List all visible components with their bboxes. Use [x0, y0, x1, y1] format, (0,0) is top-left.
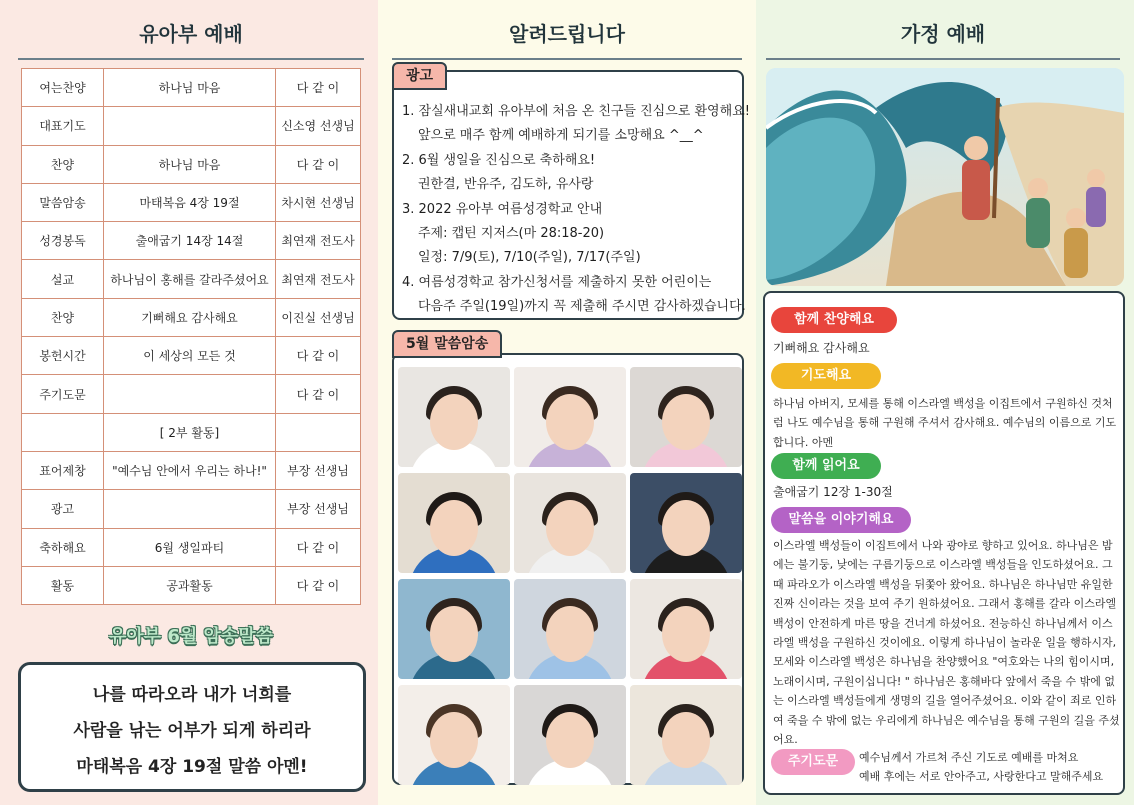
notice-line: 2. 6월 생일을 진심으로 축하해요!	[402, 152, 596, 168]
order-row	[22, 337, 361, 375]
order-row	[22, 298, 361, 336]
photo-box	[392, 353, 744, 785]
order-leader: 다 같 이	[276, 528, 361, 566]
notice-box	[392, 70, 750, 320]
notice-line: 다음주 주일(19일)까지 꼭 제출해 주시면 감사하겠습니다.	[418, 299, 746, 315]
order-row	[22, 107, 361, 145]
child-face	[430, 394, 478, 450]
order-content: "예수님 안에서 우리는 하나!"	[104, 451, 276, 489]
photo-tag: 5월 말씀암송	[392, 330, 502, 358]
order-row	[22, 145, 361, 183]
order-content: 6월 생일파티	[104, 528, 276, 566]
child-face	[546, 712, 594, 768]
order-leader: 차시현 선생님	[276, 183, 361, 221]
order-item: 찬양	[22, 298, 104, 336]
order-item: 설교	[22, 260, 104, 298]
child-photo	[630, 473, 742, 573]
worship-order-table	[21, 68, 361, 605]
order-leader: 다 같 이	[276, 69, 361, 107]
child-face	[430, 712, 478, 768]
order-item: 찬양	[22, 145, 104, 183]
order-item: 여는찬양	[22, 69, 104, 107]
child-face	[662, 500, 710, 556]
notice-line: 권한결, 반유주, 김도하, 유사랑	[418, 177, 594, 193]
notices-title: 알려드립니다	[392, 14, 742, 60]
sing-label: 함께 찬양해요	[771, 307, 897, 333]
order-item: 표어제창	[22, 451, 104, 489]
notice-line: 앞으로 매주 함께 예배하게 되기를 소망해요 ^__^	[418, 128, 704, 144]
notice-line: 주제: 캡틴 지저스(마 28:18-20)	[418, 226, 605, 242]
order-row	[22, 222, 361, 260]
order-leader: 부장 선생님	[276, 451, 361, 489]
notice-line: 일정: 7/9(토), 7/10(주일), 7/17(주일)	[418, 250, 641, 266]
order-item: 활동	[22, 566, 104, 604]
talk-text: 이스라엘 백성들이 이집트에서 나와 광야로 향하고 있어요. 하나님은 밤에는 불기둥, 낮에는 구름기둥으로 이스라엘 백성들을 인도하셨어요. 그때 파라오가 이스라엘 백성을 뒤쫓아 왔어요. 하나님은 하나님만 유일한 진짜 신이라는 것을 보여 주기 원하셨어요. 그래서 홍해를 갈라 이스라엘 백성이 안전하게 마른 땅을 건너게 하셨어요. 전능하신 하나님께서 이스라엘 백성을 구원하신 것이에요. 이렇게 하나님이 놀라운 일을 행하시자, 모세와 이스라엘 백성은 하나님을 찬양했어요 "여호와는 나의 힘이시며, 노래이시며, 구원이십니다! " 하나님은 홍해바다 앞에서 죽을 수 밖에 없는 이스라엘 백성들에게 생명의 길을 열어주셨어요. 이와 같이 죄로 인하여 죽을 수 밖에 없는 우리에게 하나님은 예수님을 통해 구원의 길을 주셨어요.	[773, 539, 1120, 747]
lords-prayer-text-1: 예수님께서 가르쳐 주신 기도로 예배를 마쳐요	[859, 751, 1079, 764]
child-face	[662, 606, 710, 662]
order-item: 주기도문	[22, 375, 104, 413]
child-face	[662, 712, 710, 768]
child-photo	[630, 367, 742, 467]
child-photo	[398, 579, 510, 679]
lords-prayer-text-2: 예배 후에는 서로 안아주고, 사랑한다고 말해주세요	[859, 770, 1104, 783]
memory-line: 사람을 낚는 어부가 되게 하리라	[73, 721, 311, 741]
child-face	[546, 500, 594, 556]
memory-verse-title: 유아부 6월 암송말씀	[108, 626, 274, 647]
read-label: 함께 읽어요	[771, 453, 881, 479]
order-content: 하나님 마음	[104, 69, 276, 107]
order-content	[104, 375, 276, 413]
order-content: 하나님 마음	[104, 145, 276, 183]
notice-line: 3. 2022 유아부 여름성경학교 안내	[402, 201, 603, 217]
memory-line: 마태복음 4장 19절 말씀 아멘!	[76, 757, 308, 777]
worship-title: 유아부 예배	[18, 14, 364, 60]
child-face	[430, 606, 478, 662]
family-worship-box	[763, 291, 1125, 795]
order-leader: 다 같 이	[276, 375, 361, 413]
family-worship-title: 가정 예배	[766, 14, 1120, 60]
order-item: 대표기도	[22, 107, 104, 145]
notice-line: 1. 잠실새내교회 유아부에 처음 온 친구들 진심으로 환영해요!	[402, 104, 750, 119]
red-sea-illustration	[766, 68, 1124, 286]
order-row	[22, 566, 361, 604]
sing-text: 기뻐해요 감사해요	[773, 341, 870, 355]
order-row	[22, 490, 361, 528]
child-photo	[514, 473, 626, 573]
pray-label: 기도해요	[771, 363, 881, 389]
child-photo	[630, 579, 742, 679]
order-item: 봉헌시간	[22, 337, 104, 375]
talk-label: 말씀을 이야기해요	[771, 507, 911, 533]
order-item	[22, 413, 104, 451]
child-photo	[514, 367, 626, 467]
order-row	[22, 375, 361, 413]
notice-line: 4. 여름성경학교 참가신청서를 제출하지 못한 어린이는	[402, 274, 712, 290]
child-photo	[630, 685, 742, 785]
order-item: 광고	[22, 490, 104, 528]
child-face	[546, 394, 594, 450]
order-row	[22, 528, 361, 566]
order-item: 말씀암송	[22, 183, 104, 221]
child-photo	[514, 685, 626, 785]
order-leader: 이진실 선생님	[276, 298, 361, 336]
order-leader: 다 같 이	[276, 145, 361, 183]
order-content	[104, 107, 276, 145]
order-leader: 최연재 전도사	[276, 260, 361, 298]
order-leader: 다 같 이	[276, 566, 361, 604]
notice-tag: 광고	[392, 62, 447, 90]
pray-text: 하나님 아버지, 모세를 통해 이스라엘 백성을 이집트에서 구원하신 것처럼 나도 예수님을 통해 구원해 주셔서 감사해요. 예수님의 이름으로 기도합니다. 아멘	[773, 397, 1117, 449]
read-text: 출애굽기 12장 1-30절	[773, 485, 893, 499]
memory-verse-box	[18, 662, 366, 792]
order-content: 마태복음 4장 19절	[104, 183, 276, 221]
order-leader: 신소영 선생님	[276, 107, 361, 145]
order-row	[22, 69, 361, 107]
child-photo	[398, 473, 510, 573]
order-item: 성경봉독	[22, 222, 104, 260]
order-row	[22, 413, 361, 451]
memory-line: 나를 따라오라 내가 너희를	[92, 685, 292, 705]
order-leader: 다 같 이	[276, 337, 361, 375]
order-row	[22, 451, 361, 489]
order-content: [ 2부 활동]	[104, 413, 276, 451]
child-photo	[398, 685, 510, 785]
order-leader	[276, 413, 361, 451]
child-face	[430, 500, 478, 556]
order-item: 축하해요	[22, 528, 104, 566]
order-row	[22, 183, 361, 221]
child-photo	[398, 367, 510, 467]
order-content	[104, 490, 276, 528]
order-leader: 부장 선생님	[276, 490, 361, 528]
order-content: 하나님이 홍해를 갈라주셨어요	[104, 260, 276, 298]
order-content: 출애굽기 14장 14절	[104, 222, 276, 260]
child-face	[546, 606, 594, 662]
order-content: 공과활동	[104, 566, 276, 604]
lords-prayer-label: 주기도문	[771, 749, 855, 775]
child-photo	[514, 579, 626, 679]
order-row	[22, 260, 361, 298]
order-leader: 최연재 전도사	[276, 222, 361, 260]
order-content: 기뻐해요 감사해요	[104, 298, 276, 336]
child-face	[662, 394, 710, 450]
order-content: 이 세상의 모든 것	[104, 337, 276, 375]
